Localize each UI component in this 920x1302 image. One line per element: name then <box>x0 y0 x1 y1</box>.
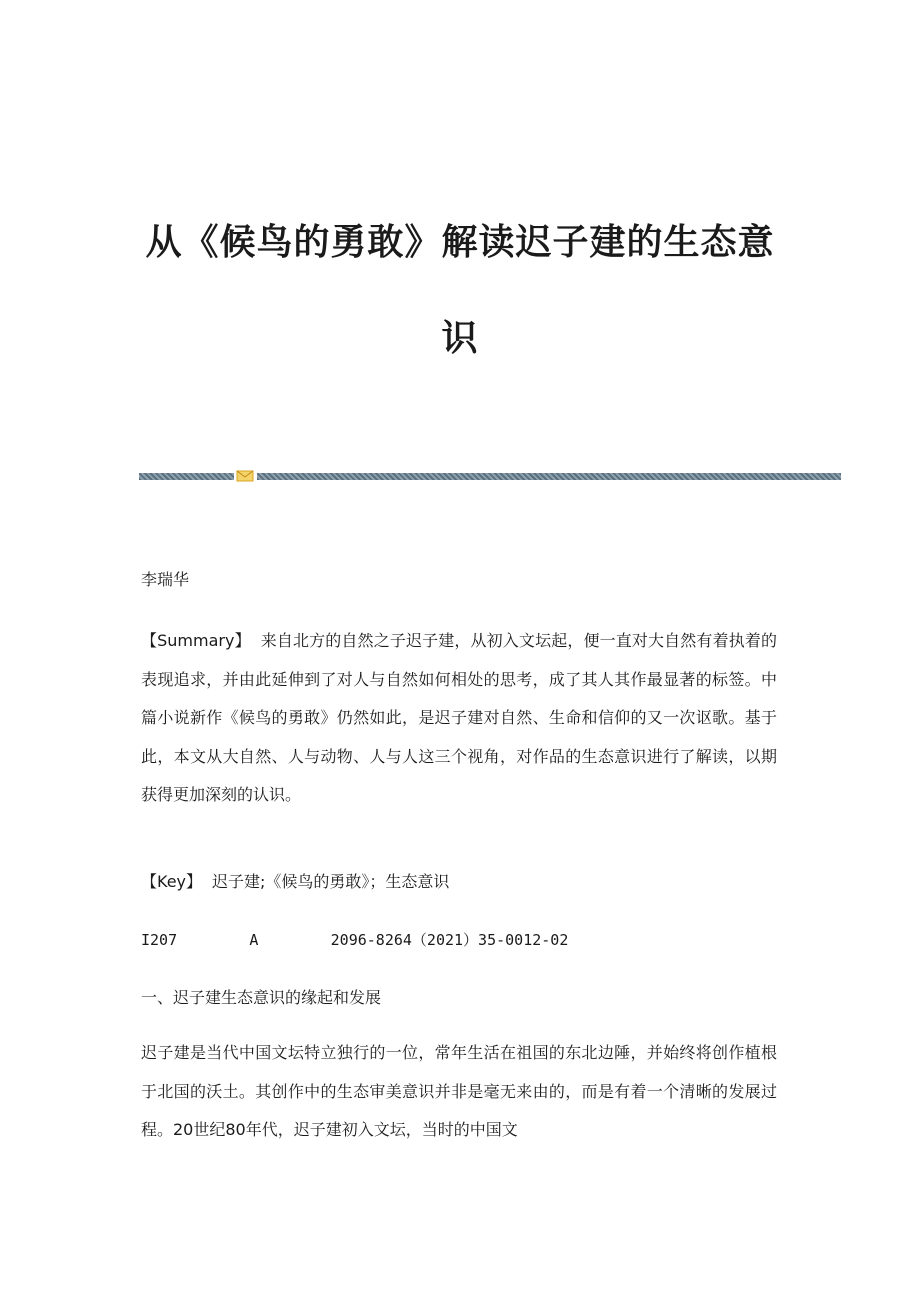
keywords-line <box>141 868 777 896</box>
title-divider <box>139 470 841 482</box>
divider-bar-right <box>257 473 841 480</box>
keywords-label: 【Key】 <box>141 872 203 891</box>
keywords-text: 迟子建;《候鸟的勇敢》；生态意识 <box>212 872 450 891</box>
envelope-icon <box>236 470 254 482</box>
author-name: 李瑞华 <box>141 570 190 589</box>
summary-text: 来自北方的自然之子迟子建，从初入文坛起，便一直对大自然有着执着的表现追求，并由此延伸到了对人与自然如何相处的思考，成了其人其作最显著的标签。中篇小说新作《候鸟的勇敢》仍然如此，是迟子建对自然、生命和信仰的又一次讴歌。基于此，本文从大自然、人与动物、人与人这三个视角，对作品的生态意识进行了解读，以期获得更加深刻的认识。 <box>141 631 777 804</box>
page-title-line-1: 从《候鸟的勇敢》解读迟子建的生态意 <box>145 221 775 263</box>
summary-paragraph <box>141 622 777 815</box>
page-title-line-2: 识 <box>441 317 479 359</box>
summary-label: 【Summary】 <box>141 631 251 650</box>
classification-line: I207 A 2096-8264（2021）35-0012-02 <box>141 931 569 949</box>
section-heading: 一、迟子建生态意识的缘起和发展 <box>141 988 382 1007</box>
body-paragraph: 迟子建是当代中国文坛特立独行的一位，常年生活在祖国的东北边陲，并始终将创作植根于北国的沃土。其创作中的生态审美意识并非是毫无来由的，而是有着一个清晰的发展过程。20世纪80年代，迟子建初入文坛，当时的中国文 <box>141 1043 777 1139</box>
divider-bar-left <box>139 473 234 480</box>
